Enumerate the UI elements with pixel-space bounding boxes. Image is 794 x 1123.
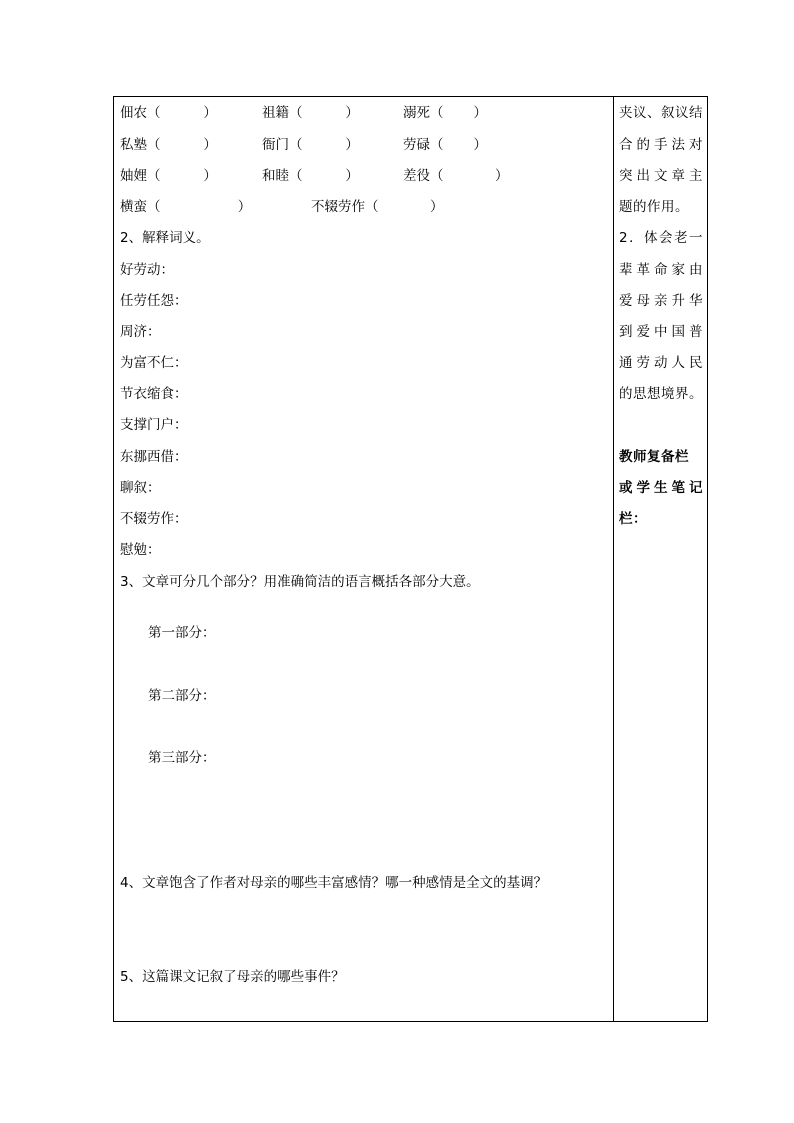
vocab-item: 不辍劳作（ ） [311,199,444,215]
side-text-line: 辈革命家由 [619,262,703,278]
notes-label: 栏： [619,511,647,527]
side-column [619,97,703,1021]
vocab-item: 祖籍（ ） [262,105,359,121]
term-label: 周济： [120,324,161,340]
vocab-item: 劳碌（ ） [403,137,488,153]
section-5-heading: 5、这篇课文记叙了母亲的哪些事件？ [120,969,345,985]
side-text-line: 通劳动人民 [619,355,703,371]
vocab-item: 差役（ ） [403,168,509,184]
vocab-item: 横蛮（ ） [120,199,252,215]
notes-label: 教师复备栏 [619,449,689,465]
vocab-item: 溺死（ ） [403,105,488,121]
vocab-item: 和睦（ ） [262,168,359,184]
side-text-line: 夹议、叙议结 [619,105,703,121]
term-label: 不辍劳作： [120,511,188,527]
vocab-item: 私塾（ ） [120,137,217,153]
side-text-line: 2．体会老一 [619,230,703,246]
main-column [120,97,608,1021]
part-label: 第一部分： [148,625,216,641]
term-label: 慰勉： [120,542,161,558]
side-text-line: 到爱中国普 [619,324,703,340]
worksheet-table [113,96,708,1022]
section-3-heading: 3、文章可分几个部分？用准确简洁的语言概括各部分大意。 [120,574,480,590]
vocab-item: 衙门（ ） [262,137,359,153]
side-text-line: 合的手法对 [619,137,703,153]
part-label: 第三部分： [148,750,216,766]
vocab-item: 佃农（ ） [120,105,217,121]
term-label: 节衣缩食： [120,386,188,402]
side-text-line: 爱母亲升华 [619,293,703,309]
section-2-heading: 2、解释词义。 [120,230,210,246]
term-label: 聊叙： [120,480,161,496]
column-divider [613,97,614,1021]
notes-label: 或学生笔记 [619,480,703,496]
term-label: 东挪西借： [120,449,188,465]
side-text-line: 的思想境界。 [619,386,703,402]
term-label: 为富不仁： [120,355,188,371]
side-text-line: 题的作用。 [619,199,689,215]
vocab-item: 妯娌（ ） [120,168,217,184]
term-label: 任劳任怨： [120,293,188,309]
term-label: 支撑门户： [120,417,188,433]
section-4-heading: 4、文章饱含了作者对母亲的哪些丰富感情？哪一种感情是全文的基调？ [120,875,548,891]
term-label: 好劳动： [120,262,174,278]
part-label: 第二部分： [148,688,216,704]
side-text-line: 突出文章主 [619,168,703,184]
